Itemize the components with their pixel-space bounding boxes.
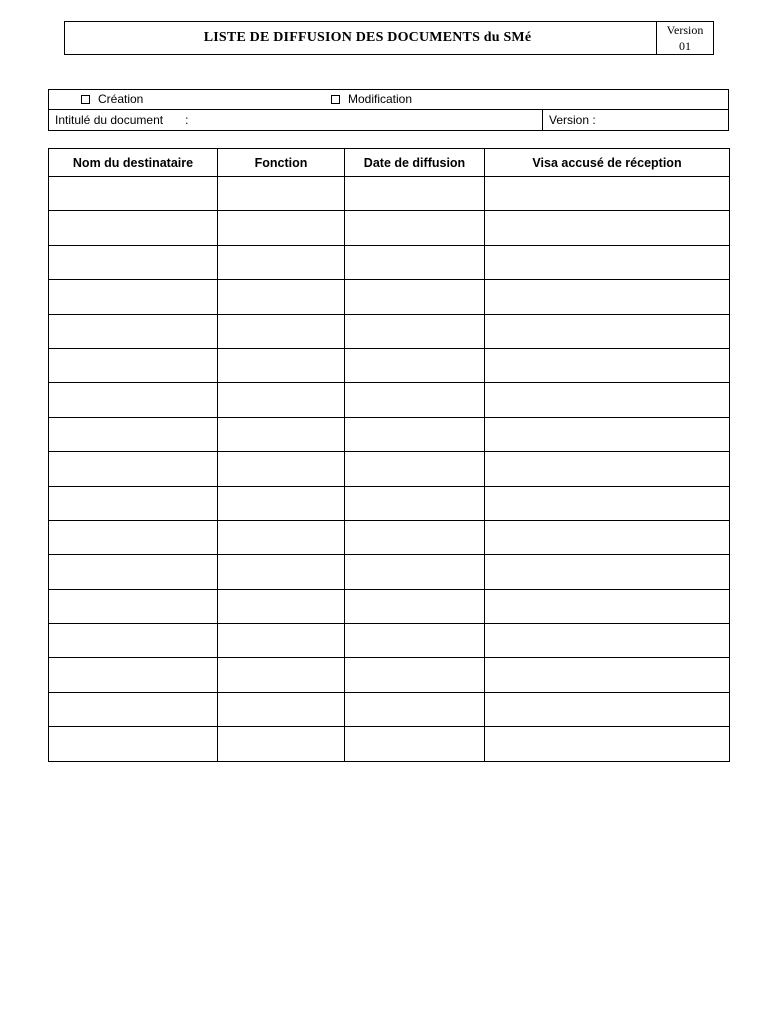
document-header — [64, 21, 714, 55]
table-header-row — [49, 149, 730, 177]
function-cell[interactable] — [218, 383, 345, 417]
document-version-label: Version : — [549, 113, 596, 127]
recipient-cell[interactable] — [49, 348, 218, 382]
header-version-box — [656, 22, 713, 54]
function-cell[interactable] — [218, 280, 345, 314]
header-version-label: Version — [666, 23, 704, 37]
date-cell[interactable] — [345, 658, 485, 692]
document-title-separator: : — [185, 113, 189, 127]
table-row — [49, 727, 730, 761]
table-row — [49, 486, 730, 520]
table-row — [49, 658, 730, 692]
function-cell[interactable] — [218, 177, 345, 211]
visa-cell[interactable] — [485, 211, 730, 245]
modification-option[interactable] — [331, 92, 412, 106]
function-cell[interactable] — [218, 727, 345, 761]
creation-label: Création — [98, 92, 144, 106]
recipient-cell[interactable] — [49, 177, 218, 211]
creation-checkbox[interactable] — [81, 95, 90, 104]
function-cell[interactable] — [218, 658, 345, 692]
function-cell[interactable] — [218, 245, 345, 279]
function-cell[interactable] — [218, 555, 345, 589]
visa-cell[interactable] — [485, 245, 730, 279]
date-cell[interactable] — [345, 486, 485, 520]
visa-cell[interactable] — [485, 348, 730, 382]
visa-cell[interactable] — [485, 624, 730, 658]
table-row — [49, 692, 730, 726]
table-row — [49, 555, 730, 589]
creation-option[interactable] — [81, 92, 143, 106]
function-cell[interactable] — [218, 520, 345, 554]
recipient-cell[interactable] — [49, 314, 218, 348]
function-cell[interactable] — [218, 348, 345, 382]
document-info-box — [48, 89, 729, 131]
table-row — [49, 383, 730, 417]
function-cell[interactable] — [218, 589, 345, 623]
function-cell[interactable] — [218, 417, 345, 451]
recipient-cell[interactable] — [49, 245, 218, 279]
table-row — [49, 624, 730, 658]
date-cell[interactable] — [345, 555, 485, 589]
date-cell[interactable] — [345, 211, 485, 245]
visa-cell[interactable] — [485, 417, 730, 451]
document-version-field[interactable] — [543, 110, 728, 130]
visa-cell[interactable] — [485, 520, 730, 554]
date-cell[interactable] — [345, 177, 485, 211]
visa-cell[interactable] — [485, 452, 730, 486]
function-cell[interactable] — [218, 211, 345, 245]
recipient-cell[interactable] — [49, 589, 218, 623]
table-row — [49, 314, 730, 348]
date-cell[interactable] — [345, 452, 485, 486]
header-version-value: 01 — [679, 39, 691, 53]
function-cell[interactable] — [218, 452, 345, 486]
recipient-cell[interactable] — [49, 520, 218, 554]
function-cell[interactable] — [218, 486, 345, 520]
recipient-cell[interactable] — [49, 417, 218, 451]
table-row — [49, 589, 730, 623]
document-title: LISTE DE DIFFUSION DES DOCUMENTS du SMé — [203, 30, 532, 45]
date-cell[interactable] — [345, 348, 485, 382]
function-cell[interactable] — [218, 624, 345, 658]
visa-cell[interactable] — [485, 658, 730, 692]
document-details-row — [49, 110, 728, 130]
visa-cell[interactable] — [485, 314, 730, 348]
column-header-date: Date de diffusion — [345, 149, 485, 177]
visa-cell[interactable] — [485, 589, 730, 623]
date-cell[interactable] — [345, 520, 485, 554]
date-cell[interactable] — [345, 314, 485, 348]
change-type-row — [49, 90, 728, 110]
recipient-cell[interactable] — [49, 280, 218, 314]
date-cell[interactable] — [345, 280, 485, 314]
table-row — [49, 348, 730, 382]
document-title-label: Intitulé du document — [55, 113, 164, 127]
visa-cell[interactable] — [485, 280, 730, 314]
table-row — [49, 417, 730, 451]
table-row — [49, 177, 730, 211]
recipient-cell[interactable] — [49, 658, 218, 692]
table-row — [49, 245, 730, 279]
modification-label: Modification — [348, 92, 413, 106]
recipient-cell[interactable] — [49, 692, 218, 726]
column-header-visa: Visa accusé de réception — [485, 149, 730, 177]
visa-cell[interactable] — [485, 555, 730, 589]
table-body — [49, 177, 730, 762]
recipient-cell[interactable] — [49, 486, 218, 520]
table-row — [49, 520, 730, 554]
column-header-function: Fonction — [218, 149, 345, 177]
visa-cell[interactable] — [485, 727, 730, 761]
visa-cell[interactable] — [485, 383, 730, 417]
recipient-cell[interactable] — [49, 211, 218, 245]
visa-cell[interactable] — [485, 177, 730, 211]
distribution-table — [48, 148, 730, 762]
table-row — [49, 452, 730, 486]
recipient-cell[interactable] — [49, 555, 218, 589]
date-cell[interactable] — [345, 692, 485, 726]
column-header-recipient: Nom du destinataire — [49, 149, 218, 177]
recipient-cell[interactable] — [49, 383, 218, 417]
table-row — [49, 280, 730, 314]
recipient-cell[interactable] — [49, 452, 218, 486]
date-cell[interactable] — [345, 589, 485, 623]
recipient-cell[interactable] — [49, 624, 218, 658]
function-cell[interactable] — [218, 692, 345, 726]
table-row — [49, 211, 730, 245]
date-cell[interactable] — [345, 727, 485, 761]
function-cell[interactable] — [218, 314, 345, 348]
date-cell[interactable] — [345, 624, 485, 658]
date-cell[interactable] — [345, 383, 485, 417]
recipient-cell[interactable] — [49, 727, 218, 761]
visa-cell[interactable] — [485, 486, 730, 520]
document-title-field[interactable] — [49, 110, 543, 130]
date-cell[interactable] — [345, 245, 485, 279]
date-cell[interactable] — [345, 417, 485, 451]
modification-checkbox[interactable] — [331, 95, 340, 104]
visa-cell[interactable] — [485, 692, 730, 726]
